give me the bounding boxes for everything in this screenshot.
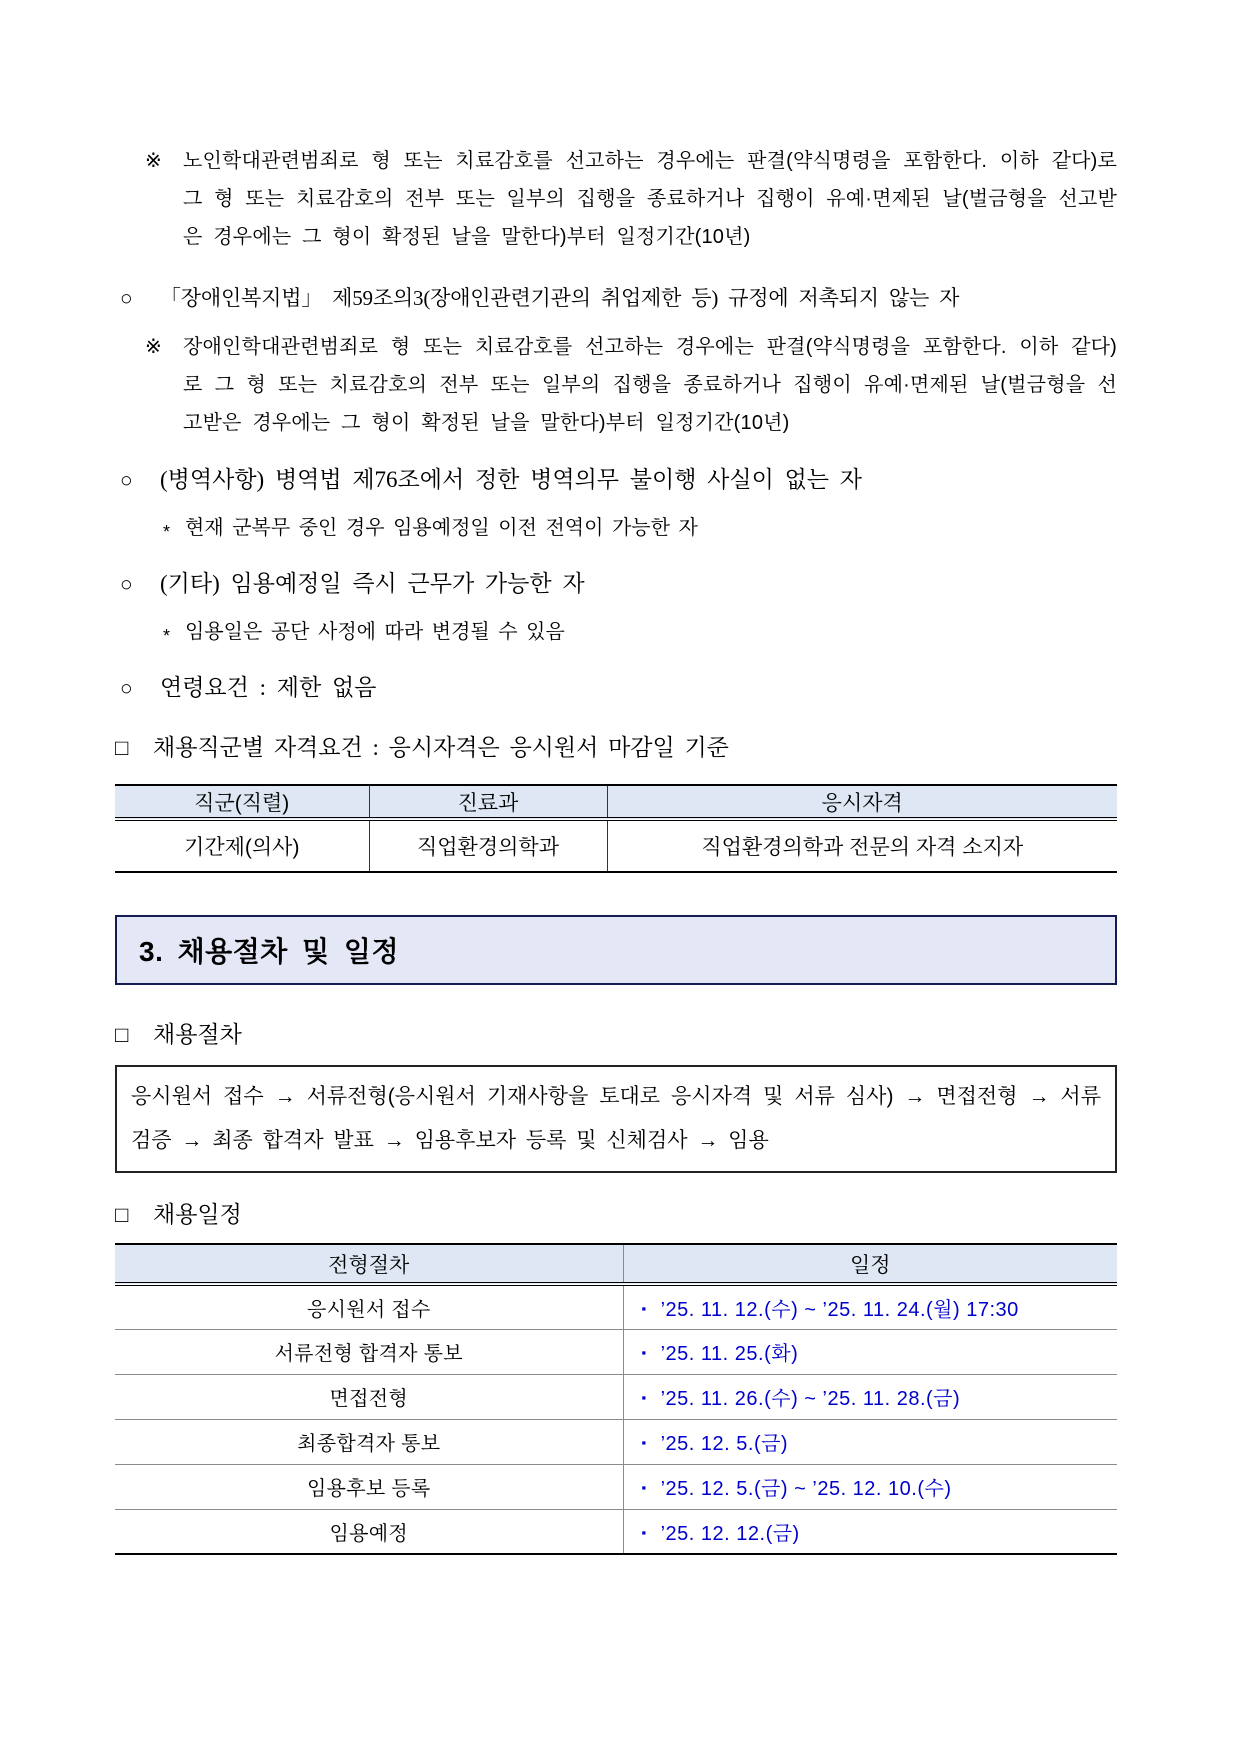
cell-step: 응시원서 접수 <box>115 1284 623 1329</box>
square-bullet-icon: □ <box>115 735 129 760</box>
bullet-text: (병역사항) 병역법 제76조에서 정한 병역의무 불이행 사실이 없는 자 <box>160 467 862 492</box>
table-row <box>115 1464 1117 1509</box>
cell-eligibility: 직업환경의학과 전문의 자격 소지자 <box>607 819 1117 872</box>
cell-date <box>623 1464 1117 1509</box>
cell-step: 서류전형 합격자 통보 <box>115 1329 623 1374</box>
col-header-step: 전형절차 <box>115 1244 623 1284</box>
date-text: ’25. 12. 5.(금) <box>660 1433 789 1455</box>
cell-step: 임용후보 등록 <box>115 1464 623 1509</box>
circle-bullet-icon: ○ <box>120 572 133 596</box>
table-row <box>115 1374 1117 1419</box>
asterisk-icon: * <box>163 626 171 646</box>
cell-job-group: 기간제(의사) <box>184 836 300 859</box>
col-header-eligibility: 응시자격 <box>607 785 1117 819</box>
date-text: ’25. 11. 26.(수) ~ ’25. 11. 28.(금) <box>660 1388 961 1410</box>
table-header-row <box>115 1244 1117 1284</box>
cell-date <box>623 1329 1117 1374</box>
cell-date <box>623 1419 1117 1464</box>
note-elder-abuse <box>115 142 1117 256</box>
heading-procedure <box>115 1019 1117 1051</box>
asterisk-icon: * <box>163 522 171 542</box>
cell-date <box>623 1374 1117 1419</box>
cell-step: 면접전형 <box>115 1374 623 1419</box>
heading-text: 채용절차 <box>153 1022 242 1047</box>
subnote-appointment-date <box>115 618 1117 650</box>
note-disability-abuse <box>115 328 1117 442</box>
square-bullet-icon: □ <box>115 1022 129 1047</box>
bullet-text: 연령요건 : 제한 없음 <box>160 675 377 700</box>
reference-mark-icon: ※ <box>145 336 162 358</box>
bullet-text: 「장애인복지법」 제59조의3(장애인관련기관의 취업제한 등) 규정에 저촉되지 않는 자 <box>160 286 960 310</box>
square-bullet-icon: ▪ <box>641 1435 647 1450</box>
date-text: ’25. 12. 12.(금) <box>660 1522 800 1545</box>
cell-date <box>623 1509 1117 1554</box>
cell-step: 임용예정 <box>329 1522 408 1545</box>
bullet-age-requirement <box>115 672 1117 704</box>
bullet-military-service <box>115 464 1117 496</box>
heading-schedule <box>115 1199 1117 1231</box>
table-row <box>115 1284 1117 1329</box>
subnote-text: 현재 군복무 중인 경우 임용예정일 이전 전역이 가능한 자 <box>185 517 698 539</box>
heading-text: 채용직군별 자격요건 : 응시자격은 응시원서 마감일 기준 <box>153 735 729 760</box>
col-header-department: 진료과 <box>369 785 607 819</box>
procedure-box <box>115 1065 1117 1173</box>
circle-bullet-icon: ○ <box>120 468 133 492</box>
subnote-military <box>115 514 1117 546</box>
circle-bullet-icon: ○ <box>120 676 133 700</box>
heading-text: 채용일정 <box>153 1202 242 1227</box>
bullet-text: (기타) 임용예정일 즉시 근무가 가능한 자 <box>160 571 585 596</box>
table-row <box>115 819 1117 872</box>
circle-bullet-icon: ○ <box>120 286 133 310</box>
date-text: ’25. 11. 25.(화) <box>660 1343 799 1365</box>
bullet-etc <box>115 568 1117 600</box>
cell-step: 최종합격자 통보 <box>115 1419 623 1464</box>
section-title-bar <box>115 915 1117 985</box>
cell-date <box>623 1284 1117 1329</box>
square-bullet-icon: ▪ <box>641 1345 647 1360</box>
subnote-text: 임용일은 공단 사정에 따라 변경될 수 있음 <box>185 621 565 643</box>
square-bullet-icon: ▪ <box>641 1524 647 1540</box>
table-row <box>115 1419 1117 1464</box>
square-bullet-icon: ▪ <box>641 1300 647 1316</box>
heading-qualification <box>115 732 1117 764</box>
note-text: 노인학대관련범죄로 형 또는 치료감호를 선고하는 경우에는 판결(약식명령을 포함한다. 이하 같다)로 그 형 또는 치료감호의 전부 또는 일부의 집행을 종료하거나 집행이 유예·면제된 날(벌금형을 선고받은 경우에는 그 형이 확정된 날을 말한다)부터 일정기간(10년) <box>183 150 1117 248</box>
square-bullet-icon: □ <box>115 1202 129 1227</box>
bullet-disability-welfare-law <box>115 282 1117 314</box>
procedure-text: 응시원서 접수 → 서류전형(응시원서 기재사항을 토대로 응시자격 및 서류 심사) → 면접전형 → 서류검증 → 최종 합격자 발표 → 임용후보자 등록 및 신체검사 → 임용 <box>131 1085 1101 1152</box>
reference-mark-icon: ※ <box>145 150 162 172</box>
cell-department: 직업환경의학과 <box>369 819 607 872</box>
square-bullet-icon: ▪ <box>641 1480 647 1495</box>
section-title: 3. 채용절차 및 일정 <box>139 936 400 967</box>
table-row <box>115 1329 1117 1374</box>
note-text: 장애인학대관련범죄로 형 또는 치료감호를 선고하는 경우에는 판결(약식명령을 포함한다. 이하 같다)로 그 형 또는 치료감호의 전부 또는 일부의 집행을 종료하거나 집행이 유예·면제된 날(벌금형을 선고받은 경우에는 그 형이 확정된 날을 말한다)부터 일정기간(10년) <box>183 336 1117 434</box>
square-bullet-icon: ▪ <box>641 1390 647 1405</box>
col-header-date: 일정 <box>623 1244 1117 1284</box>
schedule-table <box>115 1243 1117 1555</box>
col-header-job-group: 직군(직렬) <box>115 785 369 819</box>
table-row <box>115 1509 1117 1554</box>
date-text: ’25. 11. 12.(수) ~ ’25. 11. 24.(월) 17:30 <box>660 1298 1019 1321</box>
date-text: ’25. 12. 5.(금) ~ ’25. 12. 10.(수) <box>660 1478 952 1500</box>
table-header-row <box>115 785 1117 819</box>
qualification-table <box>115 784 1117 873</box>
